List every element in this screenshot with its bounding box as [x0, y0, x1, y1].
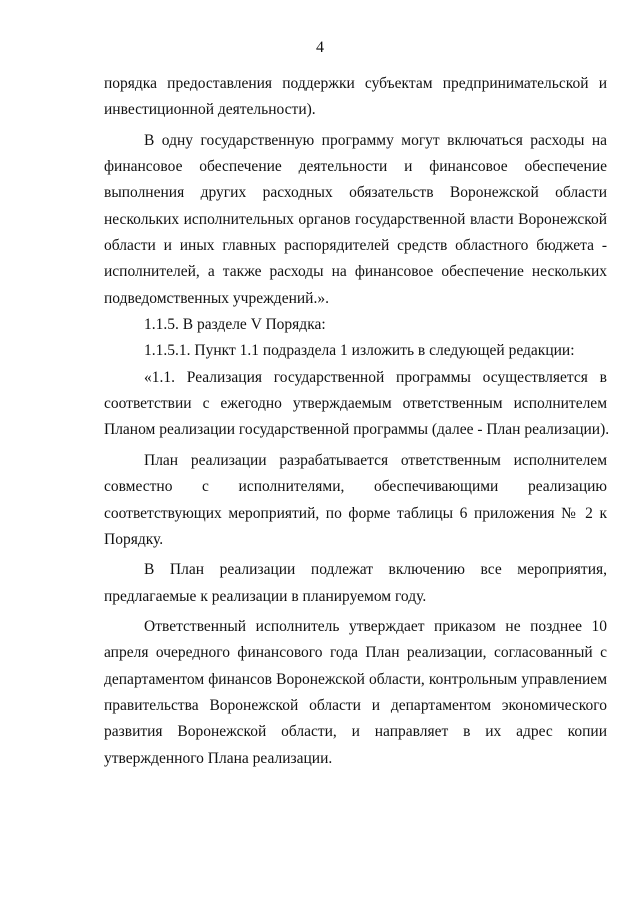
document-body [104, 71, 610, 772]
paragraph-line: В План реализации подлежат включению все мероприятия, [144, 561, 607, 579]
paragraph-line: 1.1.5. В разделе V Порядка: [144, 316, 326, 334]
paragraph-line: Ответственный исполнитель утверждает приказом не позднее 10 [144, 617, 607, 635]
paragraph-line: предлагаемые к реализации в планируемом году. [104, 587, 427, 605]
paragraph-line: нескольких исполнительных органов государственной власти Воронежской [104, 210, 607, 228]
paragraph-line: апреля очередного финансового года План реализации, согласованный с [104, 644, 607, 662]
paragraph [104, 614, 607, 772]
page-number: 4 [316, 39, 324, 56]
paragraph [104, 312, 607, 338]
paragraph-line: совместно с исполнителями, обеспечивающими реализацию [104, 478, 607, 496]
paragraph-line: правительства Воронежской области и департаментом экономического [104, 696, 607, 714]
paragraph [104, 338, 607, 364]
paragraph-line: соответствующих мероприятий, по форме таблицы 6 приложения № 2 к [104, 504, 607, 522]
paragraph-line: «1.1. Реализация государственной программы осуществляется в [144, 368, 607, 386]
paragraph-line: 1.1.5.1. Пункт 1.1 подраздела 1 изложить в следующей редакции: [144, 342, 575, 360]
paragraph-line: Планом реализации государственной программы (далее - План реализации). [104, 421, 610, 439]
paragraph [104, 448, 607, 553]
paragraph-line: области и иных главных распорядителей средств областного бюджета - [104, 237, 607, 255]
paragraph-line: соответствии с ежегодно утверждаемым ответственным исполнителем [104, 395, 607, 413]
paragraph-line: финансовое обеспечение деятельности и финансовое обеспечение [104, 158, 607, 176]
paragraph [104, 128, 607, 312]
paragraph-line: Порядку. [104, 530, 164, 548]
paragraph-line: развития Воронежской области, и направляет в их адрес копии [104, 723, 607, 741]
paragraph-line: инвестиционной деятельности). [104, 101, 316, 119]
paragraph [104, 71, 607, 124]
paragraph [104, 557, 607, 610]
paragraph-line: В одну государственную программу могут включаться расходы на [144, 131, 607, 149]
paragraph-line: утвержденного Плана реализации. [104, 749, 333, 767]
paragraph-line: подведомственных учреждений.». [104, 289, 329, 307]
paragraph-line: департаментом финансов Воронежской области, контрольным управлением [104, 670, 607, 688]
paragraph-line: План реализации разрабатывается ответственным исполнителем [144, 451, 607, 469]
paragraph-line: порядка предоставления поддержки субъектам предпринимательской и [104, 75, 607, 92]
paragraph-line: выполнения других расходных обязательств Воронежской области [104, 184, 607, 202]
paragraph-line: исполнителей, а также расходы на финансовое обеспечение нескольких [104, 263, 607, 281]
paragraph [104, 365, 610, 444]
